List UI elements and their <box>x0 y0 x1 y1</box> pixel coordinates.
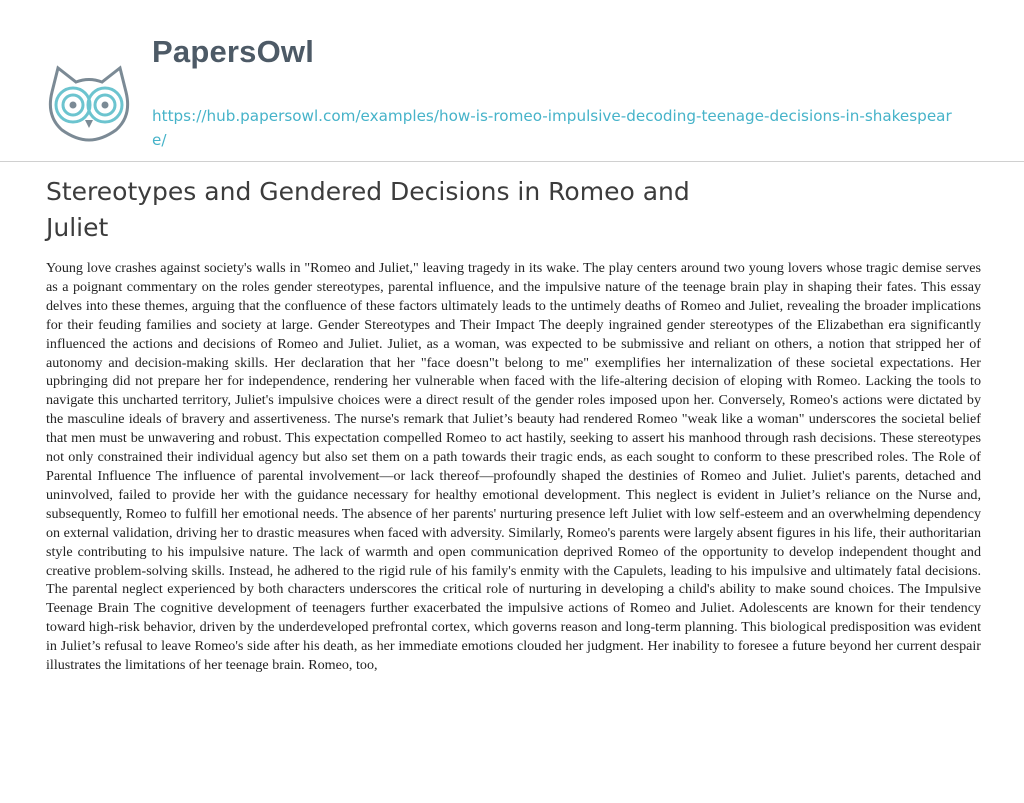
article-body: Young love crashes against society's walls in "Romeo and Juliet," leaving tragedy in its wake. The play centers around two young lovers whose tragic demise serves as a poignant commentary on the roles gender stereotypes, parental influence, and the impulsive nature of the teenage brain play in shaping their fates. This essay delves into these themes, arguing that the confluence of these factors ultimately leads to the untimely deaths of Romeo and Juliet, revealing the broader implications for their feuding families and society at large. Gender Stereotypes and Their Impact The deeply ingrained gender stereotypes of the Elizabethan era significantly influenced the actions and decisions of Romeo and Juliet. Juliet, as a woman, was expected to be submissive and reliant on others, a notion that stripped her of autonomy and decision-making skills. Her declaration that her "face doesn"t belong to me" exemplifies her internalization of these societal expectations. Her upbringing did not prepare her for independence, rendering her vulnerable when faced with the life-altering decision of eloping with Romeo. Lacking the tools to navigate this uncharted territory, Juliet's impulsive choices were a direct result of the gender roles imposed upon her. Conversely, Romeo's actions were dictated by the masculine ideals of bravery and assertiveness. The nurse's remark that Juliet’s beauty had rendered Romeo "weak like a woman" underscores the societal belief that men must be unwavering and robust. This expectation compelled Romeo to act hastily, seeking to assert his manhood through rash decisions. These stereotypes not only constrained their individual agency but also set them on a path towards their tragic ends, as each sought to conform to these prescribed roles. The Role of Parental Influence The influence of parental involvement—or lack thereof—profoundly shaped the destinies of Romeo and Juliet. Juliet's parents, detached and uninvolved, failed to provide her with the guidance necessary for healthy emotional development. This neglect is evident in Juliet’s reliance on the Nurse and, subsequently, Romeo to fulfill her emotional needs. The absence of her parents' nurturing presence left Juliet with low self-esteem and an overwhelming dependency on external validation, driving her to drastic measures when faced with adversity. Similarly, Romeo's parents were largely absent figures in his life, their authoritarian style contributing to his impulsive nature. The lack of warmth and open communication deprived Romeo of the opportunity to develop independent thought and creative problem-solving skills. Instead, he adhered to the rigid rule of his family's enmity with the Capulets, leading to his impulsive and ultimately fatal decisions. The parental neglect experienced by both characters underscores the critical role of nurturing in developing a child's ability to make sound choices. The Impulsive Teenage Brain The cognitive development of teenagers further exacerbated the impulsive actions of Romeo and Juliet. Adolescents are known for their tendency toward high-risk behavior, driven by the underdeveloped prefrontal cortex, which governs reason and long-term planning. This biological predisposition was evident in Juliet’s refusal to leave Romeo's side after his death, as her immediate emotions clouded her judgment. Her inability to foresee a future beyond her current despair illustrates the limitations of her teenage brain. Romeo, too, <box>46 260 981 674</box>
source-url-link[interactable]: https://hub.papersowl.com/examples/how-is-romeo-impulsive-decoding-teenage-decisions-in-shakespeare/ <box>152 107 952 149</box>
article-title: Stereotypes and Gendered Decisions in Romeo and Juliet <box>46 177 690 242</box>
owl-icon <box>46 62 132 142</box>
header <box>0 0 1024 160</box>
brand-name: PapersOwl <box>152 34 315 69</box>
header-divider <box>0 161 1024 162</box>
